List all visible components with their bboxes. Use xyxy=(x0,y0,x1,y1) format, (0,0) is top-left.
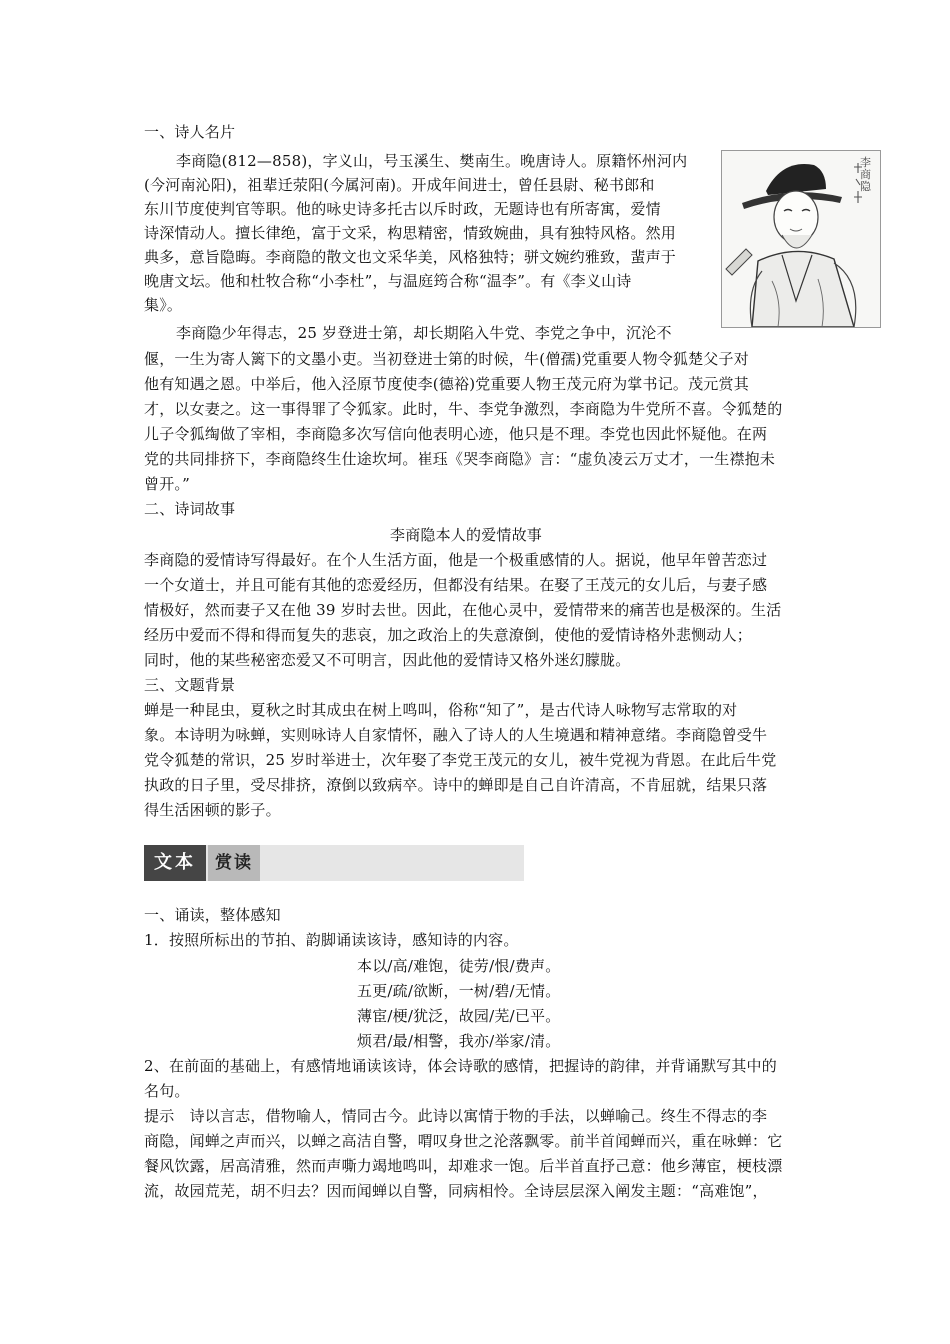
background-line: 蝉是一种昆虫，夏秋之时其成虫在树上鸣叫，俗称“知了”，是古代诗人咏物写志常取的对 xyxy=(144,701,738,719)
bio-line: (今河南沁阳)，祖辈迁荥阳(今属河南)。开成年间进士，曾任县尉、秘书郎和 xyxy=(144,176,655,194)
poem-line: 薄宦/梗/犹泛，故园/芜/已平。 xyxy=(357,1007,561,1025)
banner-label-reading: 赏读 xyxy=(208,845,260,881)
career-line: 偃，一生为寄人篱下的文墨小吏。当初登进士第的时候，牛(僧孺)党重要人物令狐楚父子对 xyxy=(144,350,749,368)
story-title: 李商隐本人的爱情故事 xyxy=(390,526,543,544)
poet-portrait xyxy=(721,150,881,328)
background-line: 党令狐楚的常识，25 岁时举进士，次年娶了李党王茂元的女儿，被牛党视为背恩。在此后牛党 xyxy=(144,751,777,769)
reading-heading: 一、诵读，整体感知 xyxy=(144,906,281,924)
banner-label-text: 文本 xyxy=(144,845,206,881)
story-line: 李商隐的爱情诗写得最好。在个人生活方面，他是一个极重感情的人。据说，他早年曾苦恋过 xyxy=(144,551,768,569)
career-line: 才，以女妻之。这一事得罪了令狐家。此时，牛、李党争激烈，李商隐为牛党所不喜。令狐楚的 xyxy=(144,400,783,418)
career-line: 李商隐少年得志，25 岁登进士第，却长期陷入牛党、李党之争中，沉沦不 xyxy=(176,324,672,342)
background-line: 执政的日子里，受尽排挤，潦倒以致病卒。诗中的蝉即是自己自许清高，不肯屈就，结果只落 xyxy=(144,776,768,794)
hint-line: 商隐，闻蝉之声而兴，以蝉之高洁自警，喟叹身世之沦落飘零。前半首闻蝉而兴，重在咏蝉：它 xyxy=(144,1132,783,1150)
poem-line: 五更/疏/欲断，一树/碧/无情。 xyxy=(357,982,561,1000)
bio-line: 李商隐(812—858)，字义山，号玉溪生、樊南生。晚唐诗人。原籍怀州河内 xyxy=(176,152,688,170)
reading-item-1: 1．按照所标出的节拍、韵脚诵读该诗，感知诗的内容。 xyxy=(144,931,519,949)
poet-portrait-drawing xyxy=(722,151,880,327)
bio-line: 集》。 xyxy=(144,296,183,314)
story-line: 情极好，然而妻子又在他 39 岁时去世。因此，在他心灵中，爱情带来的痛苦也是极深的。生活 xyxy=(144,601,782,619)
career-line: 儿子令狐绹做了宰相，李商隐多次写信向他表明心迹，他只是不理。李党也因此怀疑他。在两 xyxy=(144,425,768,443)
reading-item-2: 名句。 xyxy=(144,1082,190,1100)
reading-item-2: 2、在前面的基础上，有感情地诵读该诗，体会诗歌的感情，把握诗的韵律，并背诵默写其中的 xyxy=(144,1057,777,1075)
story-line: 一个女道士，并且可能有其他的恋爱经历，但都没有结果。在娶了王茂元的女儿后，与妻子感 xyxy=(144,576,768,594)
career-line: 曾开。” xyxy=(144,475,190,493)
hint-line: 提示 诗以言志，借物喻人，情同古今。此诗以寓情于物的手法，以蝉喻己。终生不得志的李 xyxy=(144,1107,768,1125)
story-line: 同时，他的某些秘密恋爱又不可明言，因此他的爱情诗又格外迷幻朦胧。 xyxy=(144,651,631,669)
poem-line: 烦君/最/相警，我亦/举家/清。 xyxy=(357,1032,561,1050)
background-line: 象。本诗明为咏蝉，实则咏诗人自家情怀，融入了诗人的人生境遇和精神意绪。李商隐曾受牛 xyxy=(144,726,768,744)
portrait-caption: 李商隐 xyxy=(860,156,871,193)
bio-line: 东川节度使判官等职。他的咏史诗多托古以斥时政，无题诗也有所寄寓，爱情 xyxy=(144,200,661,218)
bio-line: 诗深情动人。擅长律绝，富于文采，构思精密，情致婉曲，具有独特风格。然用 xyxy=(144,224,677,242)
hint-line: 流，故园荒芜，胡不归去？因而闻蝉以自警，同病相怜。全诗层层深入阐发主题：“高难饱”， xyxy=(144,1182,768,1200)
bio-line: 晚唐文坛。他和杜牧合称“小李杜”，与温庭筠合称“温李”。有《李义山诗 xyxy=(144,272,632,290)
section-banner xyxy=(144,845,524,881)
poem-line: 本以/高/难饱，徒劳/恨/费声。 xyxy=(357,957,561,975)
career-line: 他有知遇之恩。中举后，他入泾原节度使李(德裕)党重要人物王茂元府为掌书记。茂元赏其 xyxy=(144,375,749,393)
section1-heading: 一、诗人名片 xyxy=(144,123,236,141)
background-line: 得生活困顿的影子。 xyxy=(144,801,281,819)
section2-heading: 二、诗词故事 xyxy=(144,500,236,518)
hint-line: 餐风饮露，居高清雅，然而声嘶力竭地鸣叫，却难求一饱。后半首直抒己意：他乡薄宦，梗枝漂 xyxy=(144,1157,783,1175)
career-line: 党的共同排挤下，李商隐终生仕途坎坷。崔珏《哭李商隐》言：“虚负凌云万丈才，一生襟抱未 xyxy=(144,450,776,468)
bio-line: 典多，意旨隐晦。李商隐的散文也文采华美，风格独特；骈文婉约雅致，蜚声于 xyxy=(144,248,677,266)
story-line: 经历中爱而不得和得而复失的悲哀，加之政治上的失意潦倒，使他的爱情诗格外悲恻动人； xyxy=(144,626,753,644)
section3-heading: 三、文题背景 xyxy=(144,676,236,694)
